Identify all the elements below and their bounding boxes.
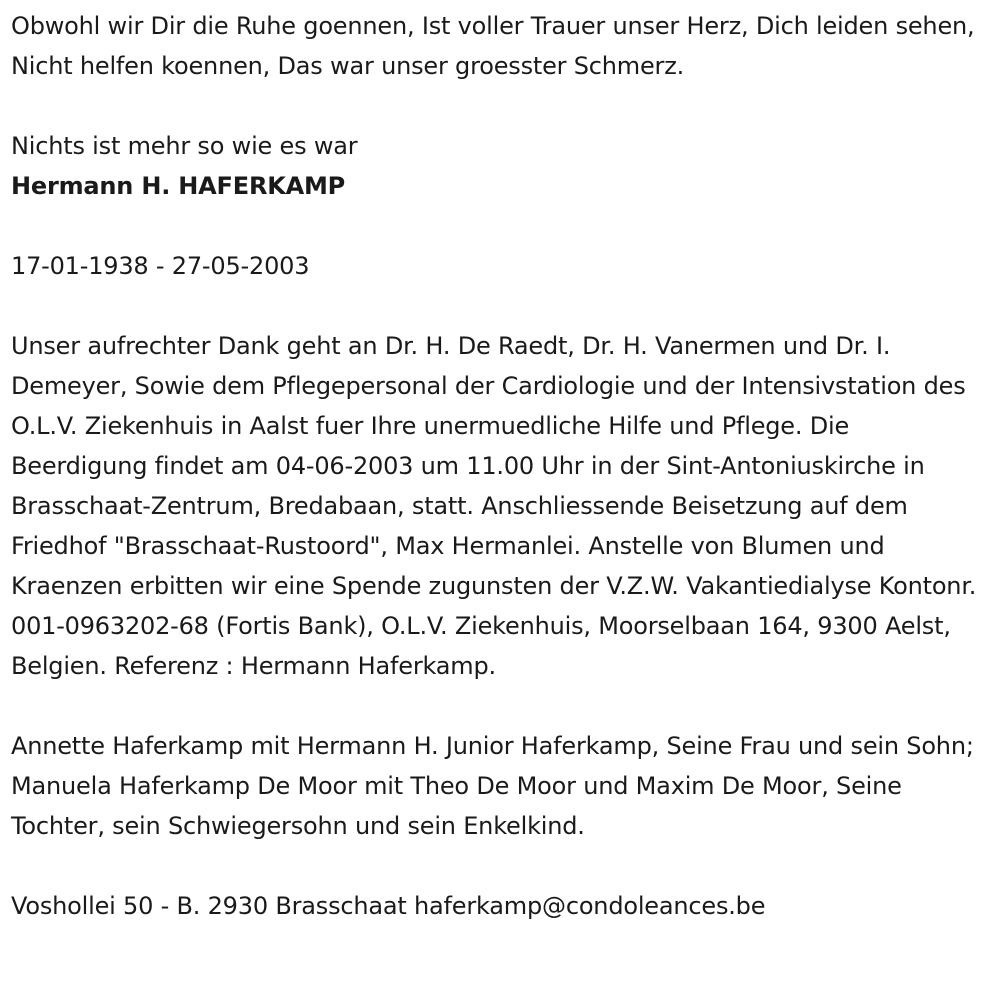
obituary-document	[11, 6, 991, 926]
thanks-and-funeral-details: Unser aufrechter Dank geht an Dr. H. De Raedt, Dr. H. Vanermen und Dr. I. Demeyer, Sowie dem Pflegepersonal der Cardiologie und der Intensivstation des O.L.V. Ziekenhuis in Aalst fuer Ihre unermuedliche Hilfe und Pflege. Die Beerdigung findet am 04-06-2003 um 11.00 Uhr in der Sint-Antoniuskirche in Brasschaat-Zentrum, Bredabaan, statt. Anschliessende Beisetzung auf dem Friedhof "Brasschaat-Rustoord", Max Hermanlei. Anstelle von Blumen und Kraenzen erbitten wir eine Spende zugunsten der V.Z.W. Vakantiedialyse Kontonr. 001-0963202-68 (Fortis Bank), O.L.V. Ziekenhuis, Moorselbaan 164, 9300 Aelst, Belgien. Referenz : Hermann Haferkamp.	[11, 332, 977, 680]
life-dates: 17-01-1938 - 27-05-2003	[11, 252, 310, 280]
spacer	[11, 846, 991, 886]
memorial-verse: Obwohl wir Dir die Ruhe goennen, Ist voller Trauer unser Herz, Dich leiden sehen, Nicht helfen koennen, Das war unser groesster Schmerz.	[11, 12, 975, 80]
contact-address: Voshollei 50 - B. 2930 Brasschaat haferkamp@condoleances.be	[11, 892, 766, 920]
spacer	[11, 286, 991, 326]
spacer	[11, 206, 991, 246]
spacer	[11, 86, 991, 126]
deceased-name: Hermann H. HAFERKAMP	[11, 172, 346, 200]
family-members: Annette Haferkamp mit Hermann H. Junior Haferkamp, Seine Frau und sein Sohn; Manuela Haferkamp De Moor mit Theo De Moor und Maxim De Moor, Seine Tochter, sein Schwiegersohn und sein Enkelkind.	[11, 732, 974, 840]
spacer	[11, 686, 991, 726]
intro-line: Nichts ist mehr so wie es war	[11, 132, 358, 160]
